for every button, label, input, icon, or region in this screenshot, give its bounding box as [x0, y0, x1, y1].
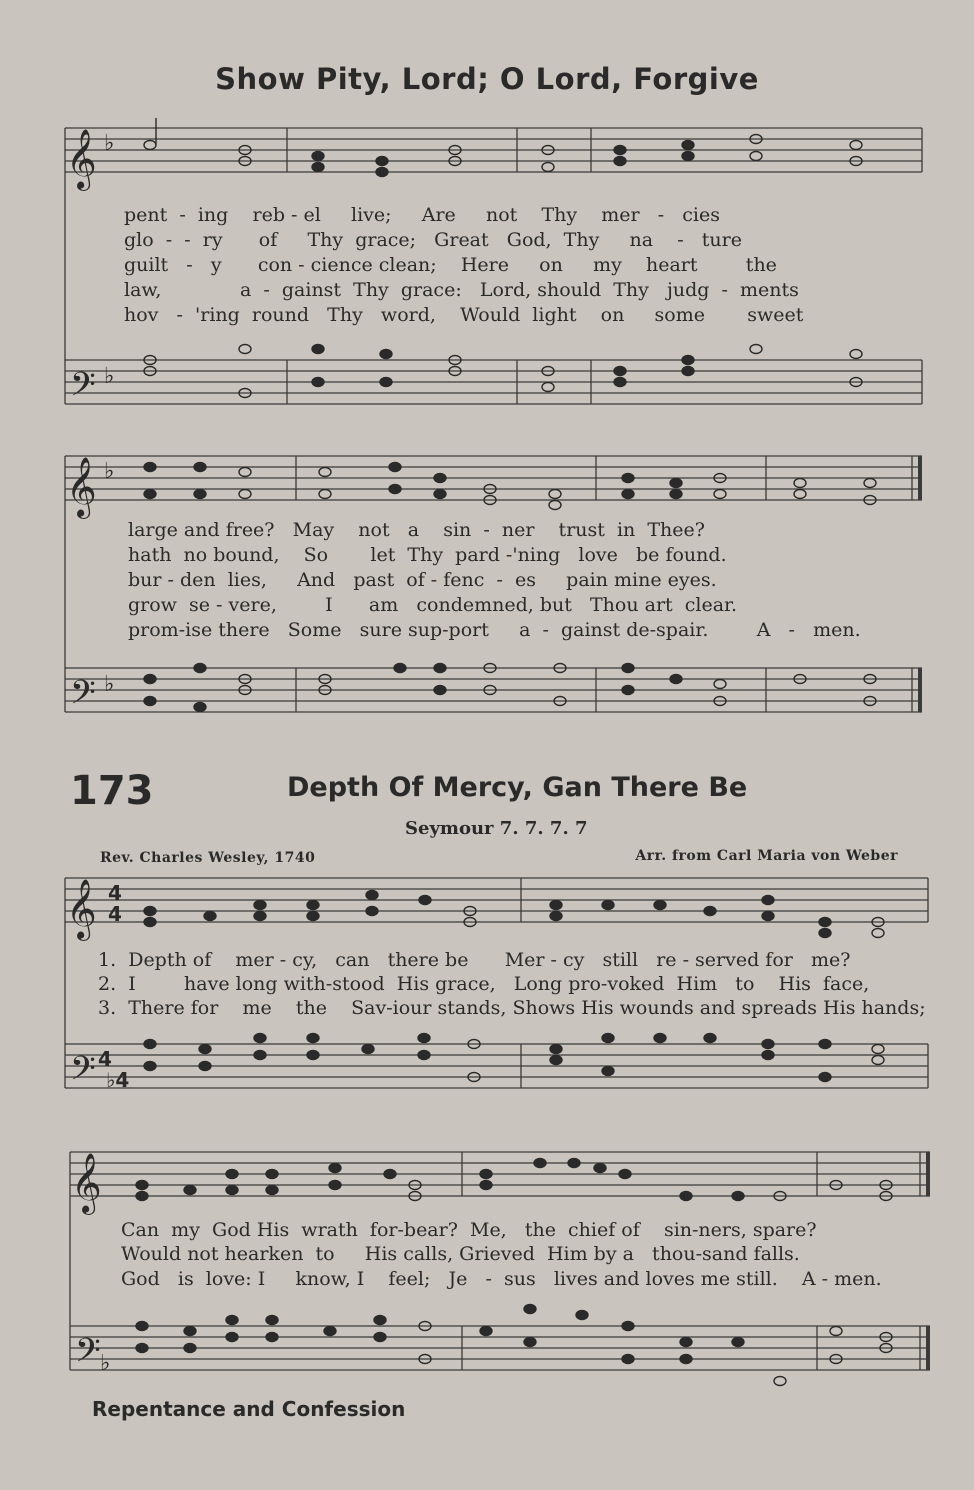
- lyrics-line: prom-ise there Some sure sup-port a - gainst de-spair. A - men.: [128, 619, 861, 641]
- lyrics-line: pent - ing reb - el live; Are not Thy mer - cies: [124, 204, 720, 226]
- lyrics-line: hov - 'ring round Thy word, Would light on some sweet: [124, 304, 804, 326]
- svg-text:♭: ♭: [104, 364, 115, 389]
- svg-text:♭: ♭: [104, 672, 115, 697]
- hymn-title: Depth Of Mercy, Gan There Be: [287, 772, 748, 803]
- lyrics-line: Can my God His wrath for-bear? Me, the chief of sin-ners, spare?: [121, 1219, 817, 1241]
- staff-bass-4: [70, 1326, 930, 1370]
- bass-clef-icon: 𝄢: [70, 674, 96, 720]
- staff-treble-3: [65, 878, 928, 922]
- lyrics-line: 1. Depth of mer - cy, can there be Mer - cy still re - served for me?: [98, 949, 851, 971]
- svg-text:4: 4: [98, 1047, 112, 1071]
- treble-clef-icon: 𝄞: [66, 457, 97, 517]
- lyrics-line: 3. There for me the Sav-iour stands, Shows His wounds and spreads His hands;: [98, 997, 926, 1019]
- staff-treble-1: [65, 128, 922, 172]
- lyrics-line: grow se - vere, I am condemned, but Thou art clear.: [128, 594, 738, 616]
- arranger-credit: Arr. from Carl Maria von Weber: [635, 848, 898, 864]
- lyrics-line: glo - - ry of Thy grace; Great God, Thy na - ture: [124, 229, 742, 251]
- lyrics-line: guilt - y con - cience clean; Here on my heart the: [124, 254, 777, 276]
- lyrics-line: Would not hearken to His calls, Grieved Him by a thou-sand falls.: [121, 1243, 800, 1265]
- lyrics-line: hath no bound, So let Thy pard -'ning love be found.: [128, 544, 727, 566]
- section-footer: Repentance and Confession: [92, 1397, 406, 1421]
- lyrics-line: law, a - gainst Thy grace: Lord, should Thy judg - ments: [124, 279, 799, 301]
- lyrics-line: bur - den lies, And past of - fenc - es pain mine eyes.: [128, 569, 717, 591]
- lyrics-line: large and free? May not a sin - ner trust in Thee?: [128, 519, 705, 541]
- svg-text:♭: ♭: [100, 1351, 111, 1376]
- svg-text:♭4: ♭4: [106, 1068, 130, 1092]
- bass-clef-icon: 𝄢: [75, 1332, 101, 1378]
- tune-name: Seymour 7. 7. 7. 7: [405, 818, 588, 839]
- svg-text:♭: ♭: [104, 131, 115, 156]
- staff-bass-2: [65, 668, 922, 712]
- treble-clef-icon: 𝄞: [66, 129, 97, 189]
- bass-clef-icon: 𝄢: [70, 1050, 96, 1096]
- svg-text:4: 4: [108, 902, 122, 926]
- svg-text:♭: ♭: [104, 459, 115, 484]
- lyrics-line: 2. I have long with-stood His grace, Long pro-voked Him to His face,: [98, 973, 870, 995]
- svg-text:4: 4: [108, 881, 122, 905]
- treble-clef-icon: 𝄞: [71, 1153, 102, 1213]
- staff-bass-1: [65, 360, 922, 404]
- bass-clef-icon: 𝄢: [70, 366, 96, 412]
- hymn-title-previous: Show Pity, Lord; O Lord, Forgive: [215, 62, 759, 96]
- lyrics-line: God is love: I know, I feel; Je - sus lives and loves me still. A - men.: [121, 1268, 882, 1290]
- author-credit: Rev. Charles Wesley, 1740: [100, 850, 316, 866]
- hymn-number: 173: [70, 768, 154, 814]
- staff-treble-4: [70, 1152, 930, 1196]
- treble-clef-icon: 𝄞: [66, 879, 97, 939]
- staff-bass-3: [65, 1044, 928, 1088]
